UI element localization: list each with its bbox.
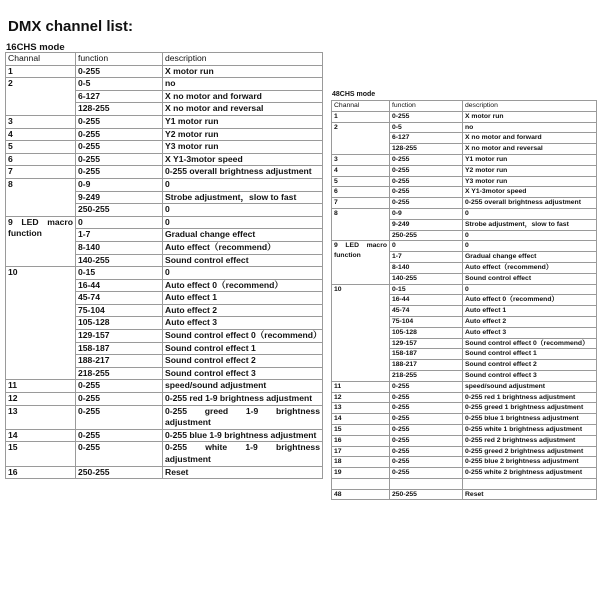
table-row (332, 111, 597, 122)
table-row (332, 403, 597, 414)
description-cell: Reset (463, 489, 597, 500)
function-range-cell: 0-255 (76, 115, 163, 128)
description-cell: Auto effect 3 (163, 317, 323, 330)
table-row (6, 442, 323, 466)
function-range-cell: 250-255 (390, 489, 463, 500)
function-range-cell: 0-255 (390, 457, 463, 468)
channel-cell: 16 (332, 435, 390, 446)
function-range-cell: 0-255 (390, 176, 463, 187)
function-range-cell: 0 (390, 241, 463, 252)
description-cell: X Y1-3motor speed (463, 187, 597, 198)
description-cell: Y3 motor run (163, 141, 323, 154)
table-row (6, 380, 323, 393)
table-row (6, 128, 323, 141)
channel-cell: 19 (332, 468, 390, 479)
function-range-cell: 158-187 (390, 349, 463, 360)
description-cell: Gradual change effect (463, 252, 597, 263)
page-title: DMX channel list: (8, 18, 134, 35)
channel-cell: 8 (332, 208, 390, 240)
description-cell: Auto effect（recommend） (463, 262, 597, 273)
description-cell: 0 (163, 216, 323, 229)
channel-cell: 1 (332, 111, 390, 122)
function-range-cell: 0 (76, 216, 163, 229)
description-cell: 0-255 overall brightness adjustment (163, 166, 323, 179)
function-range-cell: 0-255 (76, 128, 163, 141)
table-row (332, 446, 597, 457)
channel-cell: 8 (6, 178, 76, 216)
function-range-cell: 0-255 (76, 153, 163, 166)
function-range-cell: 0-255 (390, 435, 463, 446)
description-cell: no (163, 78, 323, 91)
function-range-cell: 16-44 (76, 279, 163, 292)
channel-cell: 12 (332, 392, 390, 403)
channel-cell: 18 (332, 457, 390, 468)
description-cell: 0-255 white 1-9 brightness adjustment (163, 442, 323, 466)
description-cell: 0-255 white 2 brightness adjustment (463, 468, 597, 479)
description-cell: Strobe adjustment，slow to fast (163, 191, 323, 204)
table-row (332, 241, 597, 252)
channel-cell: 2 (6, 78, 76, 116)
function-range-cell: 6-127 (76, 90, 163, 103)
table-header-row (6, 53, 323, 66)
channel-cell: 17 (332, 446, 390, 457)
table-row (6, 65, 323, 78)
table-row (6, 267, 323, 280)
description-cell: Sound control effect 0（recommend） (163, 330, 323, 343)
function-range-cell: 9-249 (390, 219, 463, 230)
function-range-cell: 0-255 (390, 414, 463, 425)
description-cell: 0 (463, 241, 597, 252)
description-cell: Sound control effect 0（recommend） (463, 338, 597, 349)
description-cell: Reset (163, 466, 323, 479)
description-cell: X no motor and reversal (163, 103, 323, 116)
function-range-cell: 105-128 (76, 317, 163, 330)
function-range-cell: 0-255 (76, 141, 163, 154)
description-cell: 0-255 blue 1-9 brightness adjustment (163, 429, 323, 442)
function-range-cell: 75-104 (76, 304, 163, 317)
function-range-cell: 250-255 (390, 230, 463, 241)
table-row (332, 122, 597, 133)
table-row (332, 187, 597, 198)
function-range-cell: 250-255 (76, 466, 163, 479)
table-row (6, 78, 323, 91)
description-cell: Sound control effect 1 (463, 349, 597, 360)
description-cell: X motor run (163, 65, 323, 78)
description-cell: Gradual change effect (163, 229, 323, 242)
function-range-cell: 0-255 (76, 442, 163, 466)
description-cell: no (463, 122, 597, 133)
description-cell: 0 (163, 267, 323, 280)
column-header: function (390, 101, 463, 112)
function-range-cell: 128-255 (390, 144, 463, 155)
description-cell: X no motor and reversal (463, 144, 597, 155)
function-range-cell: 0-255 (76, 65, 163, 78)
table-row (332, 424, 597, 435)
column-header: Channal (332, 101, 390, 112)
channel-cell: 5 (332, 176, 390, 187)
table-row (332, 414, 597, 425)
function-range-cell: 45-74 (76, 292, 163, 305)
table-row (332, 198, 597, 209)
description-cell: Y2 motor run (163, 128, 323, 141)
function-range-cell: 0-255 (76, 393, 163, 406)
table-row (6, 393, 323, 406)
description-cell: Auto effect 0（recommend） (463, 295, 597, 306)
function-range-cell: 0-15 (390, 284, 463, 295)
function-range-cell: 0-255 (390, 403, 463, 414)
description-cell: 0 (463, 208, 597, 219)
channel-cell: 9 LED macro function (332, 241, 390, 284)
column-header: function (76, 53, 163, 66)
description-cell: Y1 motor run (463, 154, 597, 165)
function-range-cell: 250-255 (76, 204, 163, 217)
function-range-cell: 0-255 (76, 405, 163, 429)
function-range-cell (390, 478, 463, 489)
table-row (6, 115, 323, 128)
channel-table-16ch (5, 52, 323, 479)
function-range-cell: 0-9 (390, 208, 463, 219)
function-range-cell: 0-255 (390, 165, 463, 176)
channel-cell: 9 LED macro function (6, 216, 76, 266)
function-range-cell: 0-255 (390, 424, 463, 435)
function-range-cell: 8-140 (76, 241, 163, 254)
table-row (6, 166, 323, 179)
function-range-cell: 129-157 (76, 330, 163, 343)
channel-cell: 3 (6, 115, 76, 128)
function-range-cell: 1-7 (76, 229, 163, 242)
description-cell: Auto effect 3 (463, 327, 597, 338)
channel-cell: 7 (332, 198, 390, 209)
channel-cell: 48 (332, 489, 390, 500)
function-range-cell: 0-255 (390, 392, 463, 403)
channel-cell: 14 (6, 429, 76, 442)
description-cell: 0-255 white 1 brightness adjustment (463, 424, 597, 435)
table-row (6, 141, 323, 154)
table-row (332, 176, 597, 187)
channel-cell: 5 (6, 141, 76, 154)
description-cell: Auto effect 2 (163, 304, 323, 317)
function-range-cell: 140-255 (76, 254, 163, 267)
function-range-cell: 0-255 (76, 429, 163, 442)
table-row (332, 208, 597, 219)
function-range-cell: 0-255 (76, 166, 163, 179)
function-range-cell: 140-255 (390, 273, 463, 284)
description-cell: 0-255 red 2 brightness adjustment (463, 435, 597, 446)
channel-cell: 13 (332, 403, 390, 414)
function-range-cell: 9-249 (76, 191, 163, 204)
column-header: Channal (6, 53, 76, 66)
function-range-cell: 0-255 (390, 198, 463, 209)
table-row (6, 466, 323, 479)
description-cell: 0-255 blue 2 brightness adjustment (463, 457, 597, 468)
table-row (332, 284, 597, 295)
function-range-cell: 0-255 (390, 111, 463, 122)
description-cell: Auto effect 0（recommend） (163, 279, 323, 292)
table-row (332, 435, 597, 446)
channel-cell: 15 (6, 442, 76, 466)
function-range-cell: 188-217 (76, 355, 163, 368)
description-cell: speed/sound adjustment (463, 381, 597, 392)
description-cell: Sound control effect 2 (463, 360, 597, 371)
function-range-cell: 0-5 (76, 78, 163, 91)
mode-48ch-label: 48CHS mode (332, 91, 376, 98)
description-cell: 0-255 overall brightness adjustment (463, 198, 597, 209)
channel-cell: 16 (6, 466, 76, 479)
table-row (332, 392, 597, 403)
table-row (332, 489, 597, 500)
description-cell: Y3 motor run (463, 176, 597, 187)
function-range-cell: 8-140 (390, 262, 463, 273)
description-cell: 0-255 blue 1 brightness adjustment (463, 414, 597, 425)
description-cell: Sound control effect 2 (163, 355, 323, 368)
table-row (6, 405, 323, 429)
channel-cell: 6 (6, 153, 76, 166)
description-cell (463, 478, 597, 489)
channel-table-48ch (331, 100, 597, 500)
description-cell: Sound control effect (163, 254, 323, 267)
function-range-cell: 129-157 (390, 338, 463, 349)
description-cell: 0 (163, 204, 323, 217)
function-range-cell: 0-5 (390, 122, 463, 133)
function-range-cell: 0-255 (390, 187, 463, 198)
table-row (332, 478, 597, 489)
description-cell: Y2 motor run (463, 165, 597, 176)
description-cell: 0-255 red 1 brightness adjustment (463, 392, 597, 403)
table-row (332, 457, 597, 468)
function-range-cell: 188-217 (390, 360, 463, 371)
channel-cell (332, 478, 390, 489)
function-range-cell: 16-44 (390, 295, 463, 306)
function-range-cell: 45-74 (390, 306, 463, 317)
description-cell: 0 (463, 284, 597, 295)
channel-cell: 15 (332, 424, 390, 435)
table-row (332, 154, 597, 165)
function-range-cell: 0-15 (76, 267, 163, 280)
table-row (6, 429, 323, 442)
function-range-cell: 1-7 (390, 252, 463, 263)
description-cell: X motor run (463, 111, 597, 122)
table-row (6, 178, 323, 191)
description-cell: 0 (463, 230, 597, 241)
table-header-row (332, 101, 597, 112)
description-cell: 0 (163, 178, 323, 191)
function-range-cell: 0-255 (390, 468, 463, 479)
description-cell: Auto effect（recommend） (163, 241, 323, 254)
description-cell: Sound control effect 3 (463, 370, 597, 381)
function-range-cell: 6-127 (390, 133, 463, 144)
description-cell: Auto effect 1 (463, 306, 597, 317)
channel-cell: 13 (6, 405, 76, 429)
description-cell: Sound control effect 3 (163, 367, 323, 380)
description-cell: Auto effect 2 (463, 316, 597, 327)
description-cell: Strobe adjustment，slow to fast (463, 219, 597, 230)
column-header: description (463, 101, 597, 112)
table-row (332, 468, 597, 479)
function-range-cell: 105-128 (390, 327, 463, 338)
description-cell: X Y1-3motor speed (163, 153, 323, 166)
description-cell: Auto effect 1 (163, 292, 323, 305)
description-cell: X no motor and forward (163, 90, 323, 103)
channel-cell: 4 (6, 128, 76, 141)
channel-cell: 7 (6, 166, 76, 179)
description-cell: 0-255 red 1-9 brightness adjustment (163, 393, 323, 406)
function-range-cell: 0-255 (76, 380, 163, 393)
description-cell: 0-255 greed 1-9 brightness adjustment (163, 405, 323, 429)
function-range-cell: 158-187 (76, 342, 163, 355)
description-cell: X no motor and forward (463, 133, 597, 144)
column-header: description (163, 53, 323, 66)
function-range-cell: 0-255 (390, 446, 463, 457)
channel-cell: 12 (6, 393, 76, 406)
table-row (6, 153, 323, 166)
function-range-cell: 0-255 (390, 154, 463, 165)
description-cell: 0-255 greed 1 brightness adjustment (463, 403, 597, 414)
description-cell: speed/sound adjustment (163, 380, 323, 393)
channel-cell: 11 (6, 380, 76, 393)
channel-cell: 1 (6, 65, 76, 78)
description-cell: Y1 motor run (163, 115, 323, 128)
mode-16ch-label: 16CHS mode (6, 42, 65, 53)
channel-cell: 2 (332, 122, 390, 154)
channel-cell: 10 (332, 284, 390, 381)
channel-cell: 4 (332, 165, 390, 176)
channel-cell: 10 (6, 267, 76, 380)
channel-cell: 6 (332, 187, 390, 198)
table-row (332, 165, 597, 176)
function-range-cell: 0-9 (76, 178, 163, 191)
description-cell: 0-255 greed 2 brightness adjustment (463, 446, 597, 457)
table-row (6, 216, 323, 229)
function-range-cell: 75-104 (390, 316, 463, 327)
channel-cell: 14 (332, 414, 390, 425)
table-row (332, 381, 597, 392)
channel-cell: 3 (332, 154, 390, 165)
function-range-cell: 128-255 (76, 103, 163, 116)
function-range-cell: 218-255 (390, 370, 463, 381)
function-range-cell: 218-255 (76, 367, 163, 380)
description-cell: Sound control effect 1 (163, 342, 323, 355)
function-range-cell: 0-255 (390, 381, 463, 392)
description-cell: Sound control effect (463, 273, 597, 284)
channel-cell: 11 (332, 381, 390, 392)
